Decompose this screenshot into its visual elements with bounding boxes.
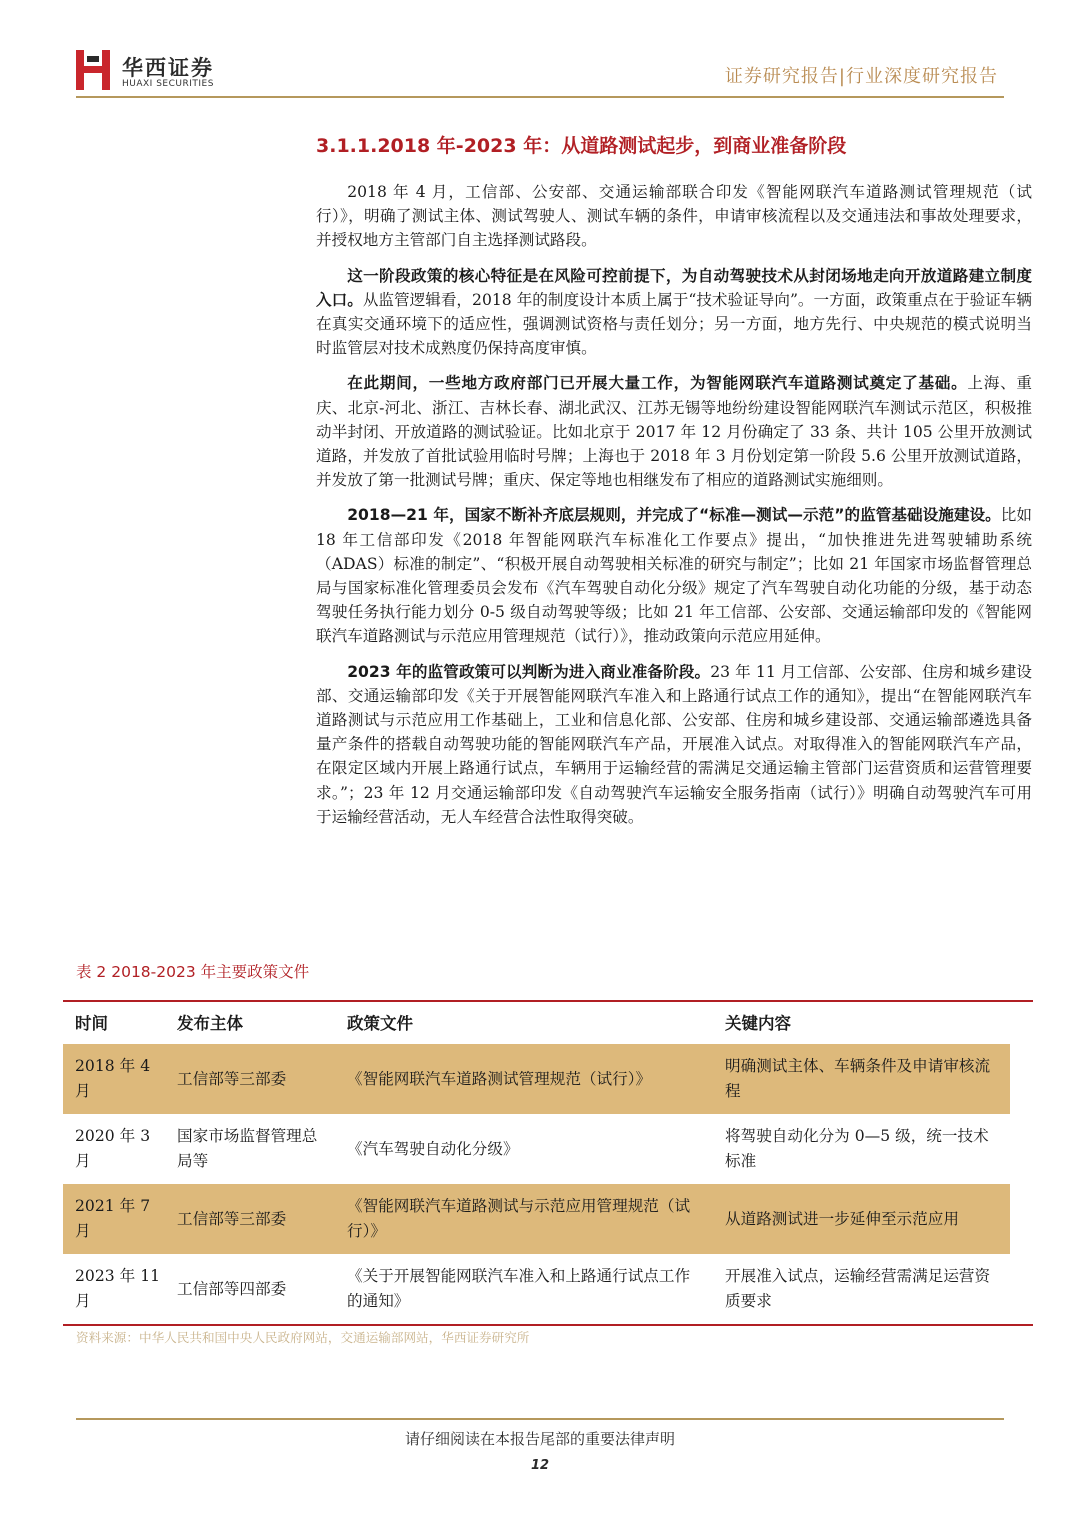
paragraph-lead: 2023 年的监管政策可以判断为进入商业准备阶段。 [347, 662, 711, 681]
paragraph-text: 23 年 11 月工信部、公安部、住房和城乡建设部、交通运输部印发《关于开展智能网联汽车准入和上路通行试点工作的通知》，提出“在智能网联汽车道路测试与示范应用工作基础上，工业和信息化部、公安部、住房和城乡建设部、交通运输部遴选具备量产条件的搭载自动驾驶功能的智能网联汽车产品，开展准入试点。对取得准入的智能网联汽车产品，在限定区域内开展上路通行试点，车辆用于运输经营的需满足交通运输主管部门运营资质和运营管理要求。”；23 年 12 月交通运输部印发《自动驾驶汽车运输安全服务指南（试行）》明确自动驾驶汽车可用于运输经营活动，无人车经营合法性取得突破。 [316, 662, 1032, 826]
report-type: 证券研究报告|行业深度研究报告 [724, 66, 998, 87]
paragraph-text: 上海、重庆、北京-河北、浙江、吉林长春、湖北武汉、江苏无锡等地纷纷建设智能网联汽车测试示范区，积极推动半封闭、开放道路的测试验证。比如北京于 2017 年 12 月份确定了 33 条、共计 105 公里开放测试道路，并发放了首批试验用临时号牌；上海也于 2018 年 3 月份划定第一阶段 5.6 公里开放测试道路，并发放了第一批测试号牌；重庆、保定等地也相继发布了相应的道路测试实施细则。 [316, 374, 1032, 490]
paragraph-text: 2018 年 4 月，工信部、公安部、交通运输部联合印发《智能网联汽车道路测试管理规范（试行）》，明确了测试主体、测试驾驶人、测试车辆的条件，申请审核流程以及交通违法和事故处理要求，并授权地方主管部门自主选择测试路段。 [316, 183, 1032, 250]
footer-divider [76, 1418, 1004, 1420]
column-header-issuer: 发布主体 [177, 1013, 243, 1033]
column-header-document: 政策文件 [347, 1013, 413, 1033]
paragraph-3 [316, 371, 1032, 492]
paragraph-lead: 在此期间，一些地方政府部门已开展大量工作，为智能网联汽车道路测试奠定了基础。 [347, 374, 968, 393]
brand-name: 华西证券 [122, 56, 214, 80]
cell-document: 《汽车驾驶自动化分级》 [347, 1139, 519, 1158]
brand-name-english: HUAXI SECURITIES [122, 79, 214, 89]
page-number: 12 [530, 1458, 550, 1473]
header-divider [76, 96, 1004, 98]
table-row [63, 1254, 1010, 1324]
paragraph-lead: 2018—21 年，国家不断补齐底层规则，并完成了“标准—测试—示范”的监管基础设施建设。 [347, 506, 1001, 525]
paragraph-5 [316, 660, 1032, 829]
table-source: 资料来源：中华人民共和国中央人民政府网站，交通运输部网站，华西证券研究所 [76, 1330, 530, 1345]
legal-notice: 请仔细阅读在本报告尾部的重要法律声明 [404, 1430, 675, 1448]
table-row [63, 1044, 1010, 1114]
policy-table [63, 1000, 1033, 1326]
cell-document: 《关于开展智能网联汽车准入和上路通行试点工作的通知》 [347, 1267, 691, 1310]
paragraph-lead: 这一阶段政策的核心特征是在风险可控前提下，为自动驾驶技术从封闭场地走向开放道路建立制度入口。 [316, 266, 1032, 309]
cell-issuer: 工信部等三部委 [177, 1209, 287, 1228]
cell-time: 2020 年 3 月 [75, 1127, 151, 1170]
cell-content: 从道路测试进一步延伸至示范应用 [725, 1209, 959, 1228]
table-row [63, 1114, 1010, 1184]
cell-content: 开展准入试点，运输经营需满足运营资质要求 [725, 1267, 991, 1310]
table-header-row [63, 1002, 1010, 1044]
cell-time: 2023 年 11 月 [75, 1267, 161, 1310]
column-header-time: 时间 [75, 1013, 108, 1033]
cell-document: 《智能网联汽车道路测试与示范应用管理规范（试行）》 [347, 1197, 691, 1240]
column-header-content: 关键内容 [725, 1013, 791, 1033]
paragraph-text: 从监管逻辑看，2018 年的制度设计本质上属于“技术验证导向”。一方面，政策重点在于验证车辆在真实交通环境下的适应性，强调测试资格与责任划分；另一方面，地方先行、中央规范的模式说明当时监管层对技术成熟度仍保持高度审慎。 [316, 290, 1032, 358]
cell-content: 明确测试主体、车辆条件及申请审核流程 [725, 1057, 991, 1100]
table-caption: 表 2 2018-2023 年主要政策文件 [76, 963, 310, 981]
cell-issuer: 国家市场监督管理总局等 [177, 1127, 318, 1170]
cell-time: 2018 年 4 月 [75, 1057, 151, 1100]
cell-document: 《智能网联汽车道路测试管理规范（试行）》 [347, 1069, 652, 1088]
cell-time: 2021 年 7 月 [75, 1197, 151, 1240]
cell-issuer: 工信部等三部委 [177, 1069, 287, 1088]
paragraph-2 [316, 264, 1032, 361]
paragraph-text: 比如 18 年工信部印发《2018 年智能网联汽车标准化工作要点》提出，“加快推进先进驾驶辅助系统（ADAS）标准的制定”、“积极开展自动驾驶相关标准的研究与制定”；比如 21 年国家市场监督管理总局与国家标准化管理委员会发布《汽车驾驶自动化分级》规定了汽车驾驶自动化功能的分级，基于动态驾驶任务执行能力划分 0-5 级自动驾驶等级；比如 21 年工信部、公安部、交通运输部印发的《智能网联汽车道路测试与示范应用管理规范（试行）》，推动政策向示范应用延伸。 [316, 506, 1032, 646]
body-text [316, 180, 1032, 840]
paragraph-4 [316, 503, 1032, 648]
huaxi-logo-icon [76, 50, 110, 90]
table-row [63, 1184, 1010, 1254]
cell-issuer: 工信部等四部委 [177, 1279, 287, 1298]
section-title: 3.1.1.2018 年-2023 年：从道路测试起步，到商业准备阶段 [316, 135, 847, 157]
paragraph-1 [316, 180, 1032, 253]
cell-content: 将驾驶自动化分为 0—5 级，统一技术标准 [725, 1127, 989, 1170]
